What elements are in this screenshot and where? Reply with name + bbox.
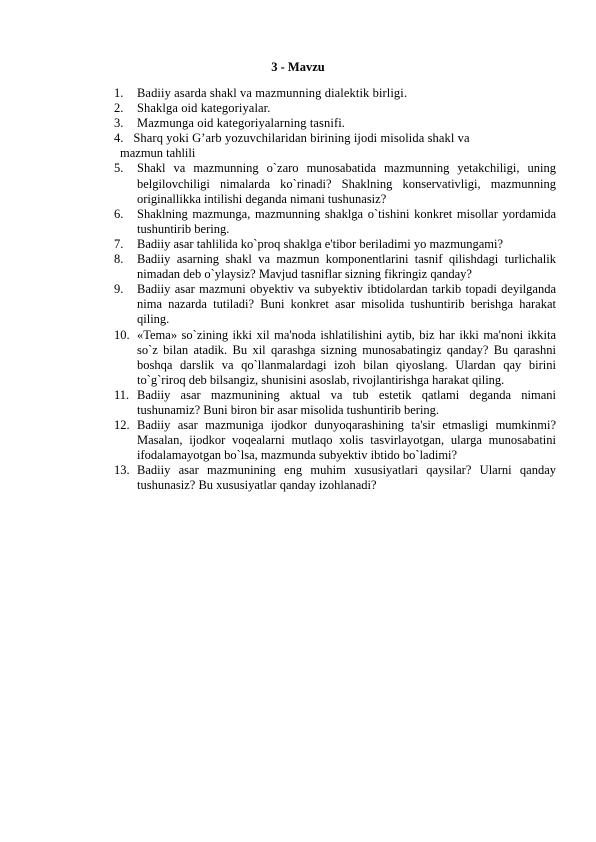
item-text: Shakl va mazmunning o`zaro munosabatida mazmunning yetakchiligi, uning belgilovchiligi nimalarda ko`rinadi? Shaklning konservativligi, mazmunning originallikka intilishi deganda nimani tushunasiz?	[137, 161, 556, 206]
item-text: Mazmunga oid kategoriyalarning tasnifi.	[137, 116, 346, 131]
list-item	[114, 131, 556, 161]
item-number: 2.	[114, 101, 124, 116]
item-number: 9.	[114, 282, 124, 297]
item-number: 7.	[114, 236, 124, 251]
list-item	[114, 252, 556, 282]
question-list	[114, 86, 556, 494]
item-text: Badiiy asar mazmunining eng muhim xususiyatlari qaysilar? Ularni qanday tushunasiz? Bu xususiyatlar qanday izohlanadi?	[137, 463, 556, 493]
item-text: Badiiy asar mazmuniga ijodkor dunyoqarashining ta'sir etmasligi mumkinmi? Masalan, ijodkor voqealarni mutlaqo xolis tasvirlayotgan, ularga munosabatini ifodalamayotgan bo`lsa, mazmunda subyektiv ibtido bo`ladimi?	[137, 418, 556, 463]
page-title: 3 - Mavzu	[271, 60, 325, 74]
item-text: Shaklga oid kategoriyalar.	[137, 101, 271, 116]
item-text: Shaklning mazmunga, mazmunning shaklga o`tishini konkret misollar yordamida tushuntirib bering.	[137, 206, 556, 236]
item-text: «Tema» so`zining ikki xil ma'noda ishlatilishini aytib, biz har ikki ma'noni ikkita so`z bilan atadik. Bu xil qarashga sizning munosabatingiz qanday? Bu qarashni boshqa darslik va qo`llanmalardagi izoh bilan qiyoslang. Ulardan qay birini to`g`riroq deb bilsangiz, shunisini asoslab, rivojlantirishga harakat qiling.	[137, 327, 556, 387]
item-number: 1.	[114, 86, 124, 100]
item-number: 10.	[114, 327, 130, 342]
item-number: 6.	[114, 206, 124, 221]
list-item	[114, 207, 556, 237]
item-text: Badiiy asar mazmuni obyektiv va subyektiv ibtidolardan tarkib topadi deyilganda nima nazarda tutiladi? Buni konkret asar misolida tushuntirib berishga harakat qiling.	[137, 282, 556, 327]
item-text: Badiiy asarda shakl va mazmunning dialektik birligi.	[137, 86, 408, 100]
item-text: Badiiy asarning shakl va mazmun komponentlarini tasnif qilishdagi turlichalik nimadan deb o`ylaysiz? Mavjud tasniflar sizning fikringiz qanday?	[137, 252, 556, 282]
list-item	[114, 161, 556, 206]
item-number: 3.	[114, 116, 124, 131]
list-item	[114, 463, 556, 493]
item-number: 5.	[114, 161, 124, 176]
item-text: Sharq yoki G’arb yozuvchilaridan birining ijodi misolida shakl va	[133, 131, 470, 146]
list-item	[114, 418, 556, 463]
item-number: 11.	[114, 387, 130, 402]
item-text: Badiiy asar tahlilida ko`proq shaklga e'tibor beriladimi yo mazmungami?	[137, 236, 504, 251]
list-item	[114, 116, 556, 131]
list-item	[114, 101, 556, 116]
list-item	[114, 237, 556, 252]
item-number: 4.	[114, 131, 124, 146]
item-number: 12.	[114, 418, 130, 433]
list-item	[114, 328, 556, 388]
item-number: 8.	[114, 252, 124, 267]
list-item	[114, 86, 556, 101]
item-text: Badiiy asar mazmunining aktual va tub estetik qatlami deganda nimani tushunamiz? Buni biron bir asar misolida tushuntirib bering.	[137, 387, 556, 417]
list-item	[114, 282, 556, 327]
item-number: 13.	[114, 463, 130, 478]
list-item	[114, 388, 556, 418]
item-text-continuation: mazmun tahlili	[120, 146, 196, 161]
